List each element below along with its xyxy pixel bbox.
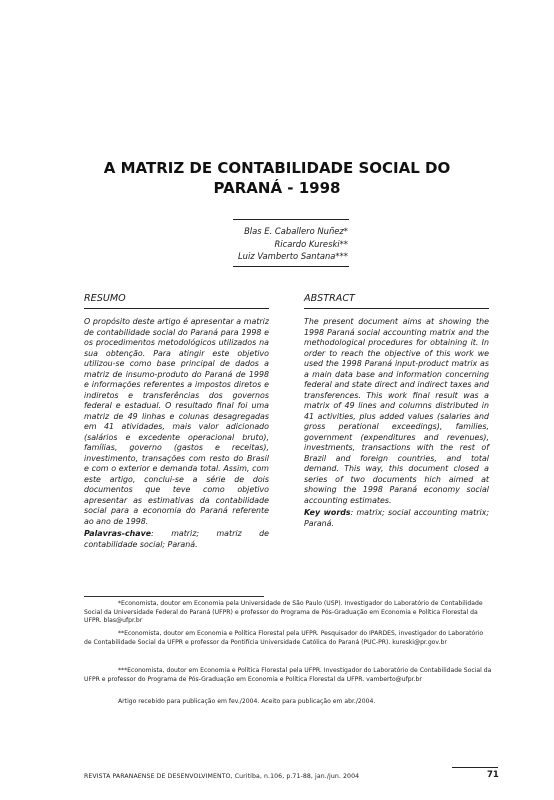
abstract-keywords-values: : matrix; social accounting matrix; Paraná. bbox=[304, 508, 489, 528]
resumo-heading: RESUMO bbox=[84, 293, 269, 309]
abstract-keywords bbox=[304, 508, 489, 529]
author-1: Blas E. Caballero Nuñez* bbox=[244, 226, 348, 236]
authors-rule-bottom bbox=[233, 266, 349, 267]
footnote-4 bbox=[84, 698, 492, 707]
footnote-2-text: **Economista, doutor em Economia e Política Florestal pela UFPR. Pesquisador do IPARDES, investigador do Laboratório de Contabilidade Social da UFPR e professor da Pontifícia Universidade Católica do Paraná (PUC-PR). kureski@pr.gov.br bbox=[84, 630, 484, 646]
author-2: Ricardo Kureski** bbox=[274, 238, 348, 249]
resumo-keywords bbox=[84, 529, 269, 550]
abstract-section bbox=[304, 293, 489, 529]
abstract-keywords-label: Key words bbox=[304, 508, 351, 517]
journal-footer: REVISTA PARANAENSE DE DESENVOLVIMENTO, Curitiba, n.106, p.71-88, jan./jun. 2004 bbox=[84, 773, 360, 780]
title-rule-top bbox=[233, 219, 349, 220]
author-3: Luiz Vamberto Santana*** bbox=[238, 251, 348, 261]
page-number: 71 bbox=[487, 770, 499, 780]
abstract-text: The present document aims at showing the 1998 Paraná social accounting matrix and the methodological procedures for obtaining it. In order to reach the objective of this work we used the 1998 Paraná input-product matrix as a main data base and information concerning federal and state direct and indirect taxes and transferences. This work final result was a matrix of 49 lines and columns distributed in 41 activities, plus added values (salaries and gross perational exceedings), families, government (expenditures and revenues), investments, transactions with the rest of Brazil and foreign countries, and total demand. This way, this document closed a series of two documents hich aimed at showing the 1998 Paraná economy social accounting estimates. bbox=[304, 317, 489, 505]
resumo-text: O propósito deste artigo é apresentar a matriz de contabilidade social do Paraná para 1998 e os procedimentos metodológicos utilizados na sua obtenção. Para atingir este objetivo utilizou-se como base principal de dados a matriz de insumo-produto do Paraná de 1998 e informações referentes a impostos diretos e indiretos e transferências dos governos federal e estadual. O resultado final foi uma matriz de 49 linhas e colunas desagregadas em 41 atividades, mais valor adicionado (salários e excedente operacional bruto), famílias, governo (gastos e receitas), investimento, transações com resto do Brasil e com o exterior e demanda total. Assim, com este artigo, conclui-se a série de dois documentos que teve como objetivo apresentar as estimativas da contabilidade social para a economia do Paraná referente ao ano de 1998. bbox=[84, 317, 269, 526]
title-line-1: A MATRIZ DE CONTABILIDADE SOCIAL DO bbox=[103, 159, 451, 177]
page-number-rule bbox=[452, 767, 498, 768]
footnote-1 bbox=[84, 600, 492, 626]
footnote-2 bbox=[84, 630, 492, 647]
resumo-section bbox=[84, 293, 269, 550]
resumo-keywords-values: : matriz; matriz de contabilidade social; Paraná. bbox=[84, 529, 269, 549]
footnote-3-text: ***Economista, doutor em Economia e Política Florestal pela UFPR. Investigador do Laboratório de Contabilidade Social da UFPR e professor do Programa de Pós-Graduação em Economia e Política Florestal da UFPR. vamberto@ufpr.br bbox=[84, 667, 492, 683]
author-list bbox=[150, 225, 348, 263]
paper-title bbox=[60, 158, 494, 198]
resumo-keywords-label: Palavras-chave bbox=[84, 529, 152, 538]
footnote-3 bbox=[84, 667, 492, 684]
title-line-2: PARANÁ - 1998 bbox=[213, 179, 341, 197]
footnote-4-text: Artigo recebido para publicação em fev./2004. Aceito para publicação em abr./2004. bbox=[118, 698, 376, 705]
footnote-1-text: *Economista, doutor em Economia pela Universidade de São Paulo (USP). Investigador do Laboratório de Contabilidade Social da Universidade Federal do Paraná (UFPR) e professor do Programa de Pós-Graduação em Economia e Política Florestal da UFPR. blas@ufpr.br bbox=[84, 600, 483, 625]
footnote-separator bbox=[84, 596, 264, 597]
abstract-heading: ABSTRACT bbox=[304, 293, 489, 309]
